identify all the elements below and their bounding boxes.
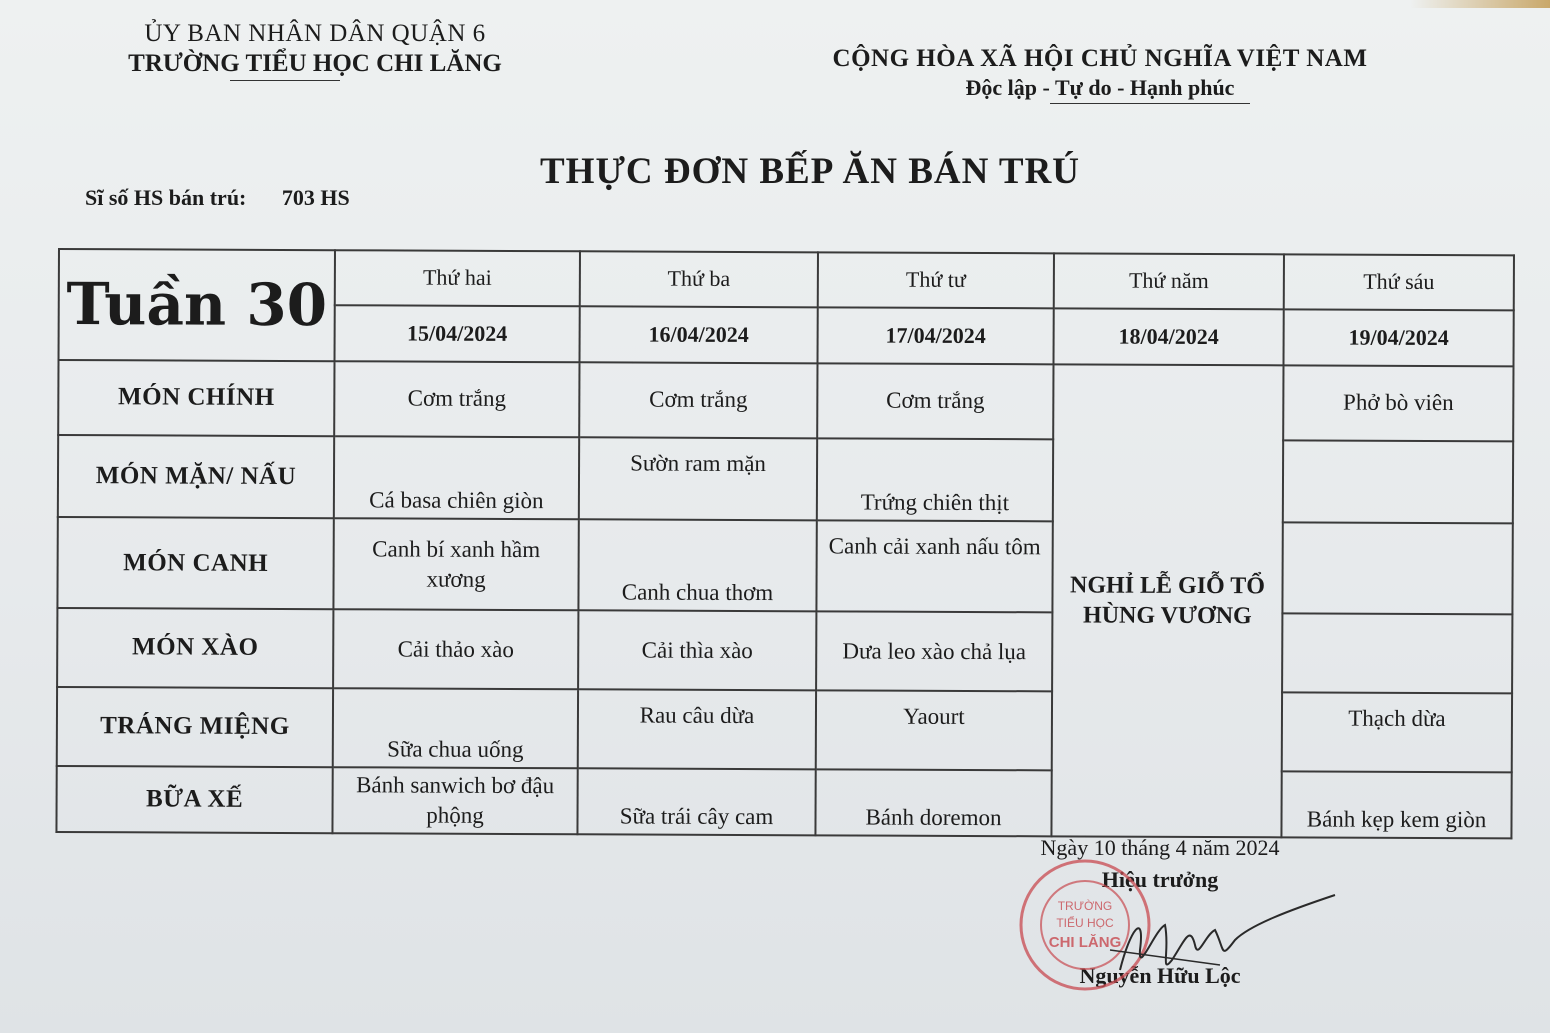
- week-label: Tuần 30: [59, 249, 335, 361]
- national-line1: CỘNG HÒA XÃ HỘI CHỦ NGHĨA VIỆT NAM: [832, 45, 1368, 72]
- menu-cell: Thạch dừa: [1282, 692, 1512, 772]
- issuer-header: [80, 20, 550, 81]
- day-name: Thứ sáu: [1284, 254, 1514, 310]
- row-label: MÓN XÀO: [57, 608, 333, 688]
- menu-cell: Dưa leo xào chả lụa: [816, 611, 1052, 691]
- menu-cell: Rau câu dừa: [578, 689, 816, 769]
- menu-cell: Yaourt: [816, 690, 1052, 770]
- day-date: 19/04/2024: [1283, 310, 1513, 366]
- row-label: TRÁNG MIỆNG: [57, 687, 333, 767]
- day-date: 17/04/2024: [818, 308, 1054, 365]
- signature-scribble: [1100, 890, 1340, 990]
- student-count: [85, 185, 350, 211]
- issuer-line1: ỦY BAN NHÂN DÂN QUẬN 6: [144, 20, 486, 47]
- row-label: MÓN MẶN/ NẤU: [58, 435, 334, 519]
- top-edge-strip: [1410, 0, 1550, 8]
- table-row: [57, 608, 1512, 693]
- menu-cell: [1282, 523, 1512, 615]
- menu-cell: Cá basa chiên giòn: [334, 436, 579, 520]
- issuer-underline: [230, 80, 340, 81]
- document-title: THỰC ĐƠN BẾP ĂN BÁN TRÚ: [540, 151, 1081, 192]
- menu-cell: Cải thìa xào: [578, 610, 816, 690]
- menu-cell: Sữa chua uống: [333, 688, 578, 768]
- national-motto: Độc lập - Tự do - Hạnh phúc: [965, 75, 1235, 100]
- signer-name: Nguyễn Hữu Lộc: [1079, 963, 1241, 988]
- menu-cell: Canh chua thơm: [578, 520, 816, 612]
- table-row: [57, 687, 1512, 772]
- menu-cell: Phở bò viên: [1283, 365, 1513, 441]
- menu-table: [55, 248, 1515, 839]
- issuer-line2: TRƯỜNG TIỂU HỌC CHI LĂNG: [128, 50, 502, 77]
- table-row: [58, 435, 1513, 524]
- row-label: BỮA XẾ: [56, 766, 332, 834]
- day-name: Thứ năm: [1054, 253, 1284, 309]
- day-date: 16/04/2024: [580, 307, 818, 364]
- menu-cell: Cơm trắng: [579, 362, 817, 438]
- row-label: MÓN CANH: [57, 517, 333, 609]
- menu-cell: Bánh kẹp kem giòn: [1281, 771, 1511, 838]
- menu-cell: Bánh doremon: [815, 769, 1051, 836]
- day-name-row: [59, 249, 1514, 311]
- menu-cell: Cơm trắng: [817, 363, 1053, 439]
- day-name: Thứ tư: [818, 252, 1054, 309]
- menu-cell: Sườn ram mặn: [579, 437, 817, 521]
- menu-cell: Cải thảo xào: [333, 609, 578, 689]
- day-name: Thứ hai: [335, 250, 580, 307]
- menu-cell: [1282, 614, 1512, 694]
- svg-text:TIỂU HỌC: TIỂU HỌC: [1056, 916, 1114, 930]
- student-count-value: 703 HS: [281, 185, 350, 210]
- day-date: 18/04/2024: [1054, 309, 1284, 365]
- motto-underline: [1050, 103, 1250, 104]
- table-row: [57, 517, 1512, 614]
- student-count-label: Sĩ số HS bán trú:: [85, 185, 247, 210]
- table-row: [56, 766, 1511, 839]
- national-header: [800, 45, 1400, 104]
- svg-text:TRƯỜNG: TRƯỜNG: [1057, 899, 1113, 913]
- table-row: [58, 360, 1513, 441]
- menu-cell: [1283, 440, 1513, 524]
- row-label: MÓN CHÍNH: [58, 360, 334, 436]
- signer-role: Hiệu trưởng: [1101, 867, 1219, 892]
- menu-cell: Trứng chiên thịt: [817, 438, 1053, 522]
- menu-cell: Bánh sanwich bơ đậu phộng: [332, 767, 577, 834]
- sign-date: Ngày 10 tháng 4 năm 2024: [1040, 835, 1280, 860]
- day-name: Thứ ba: [580, 251, 818, 308]
- day-date: 15/04/2024: [335, 306, 580, 363]
- holiday-cell: NGHỈ LỄ GIỖ TỔ HÙNG VƯƠNG: [1051, 364, 1283, 837]
- menu-cell: Sữa trái cây cam: [577, 768, 815, 835]
- menu-cell: Canh cải xanh nấu tôm: [816, 521, 1052, 613]
- menu-cell: Canh bí xanh hầm xương: [333, 519, 578, 611]
- svg-text:CHI LĂNG: CHI LĂNG: [1048, 934, 1122, 951]
- menu-cell: Cơm trắng: [334, 361, 579, 437]
